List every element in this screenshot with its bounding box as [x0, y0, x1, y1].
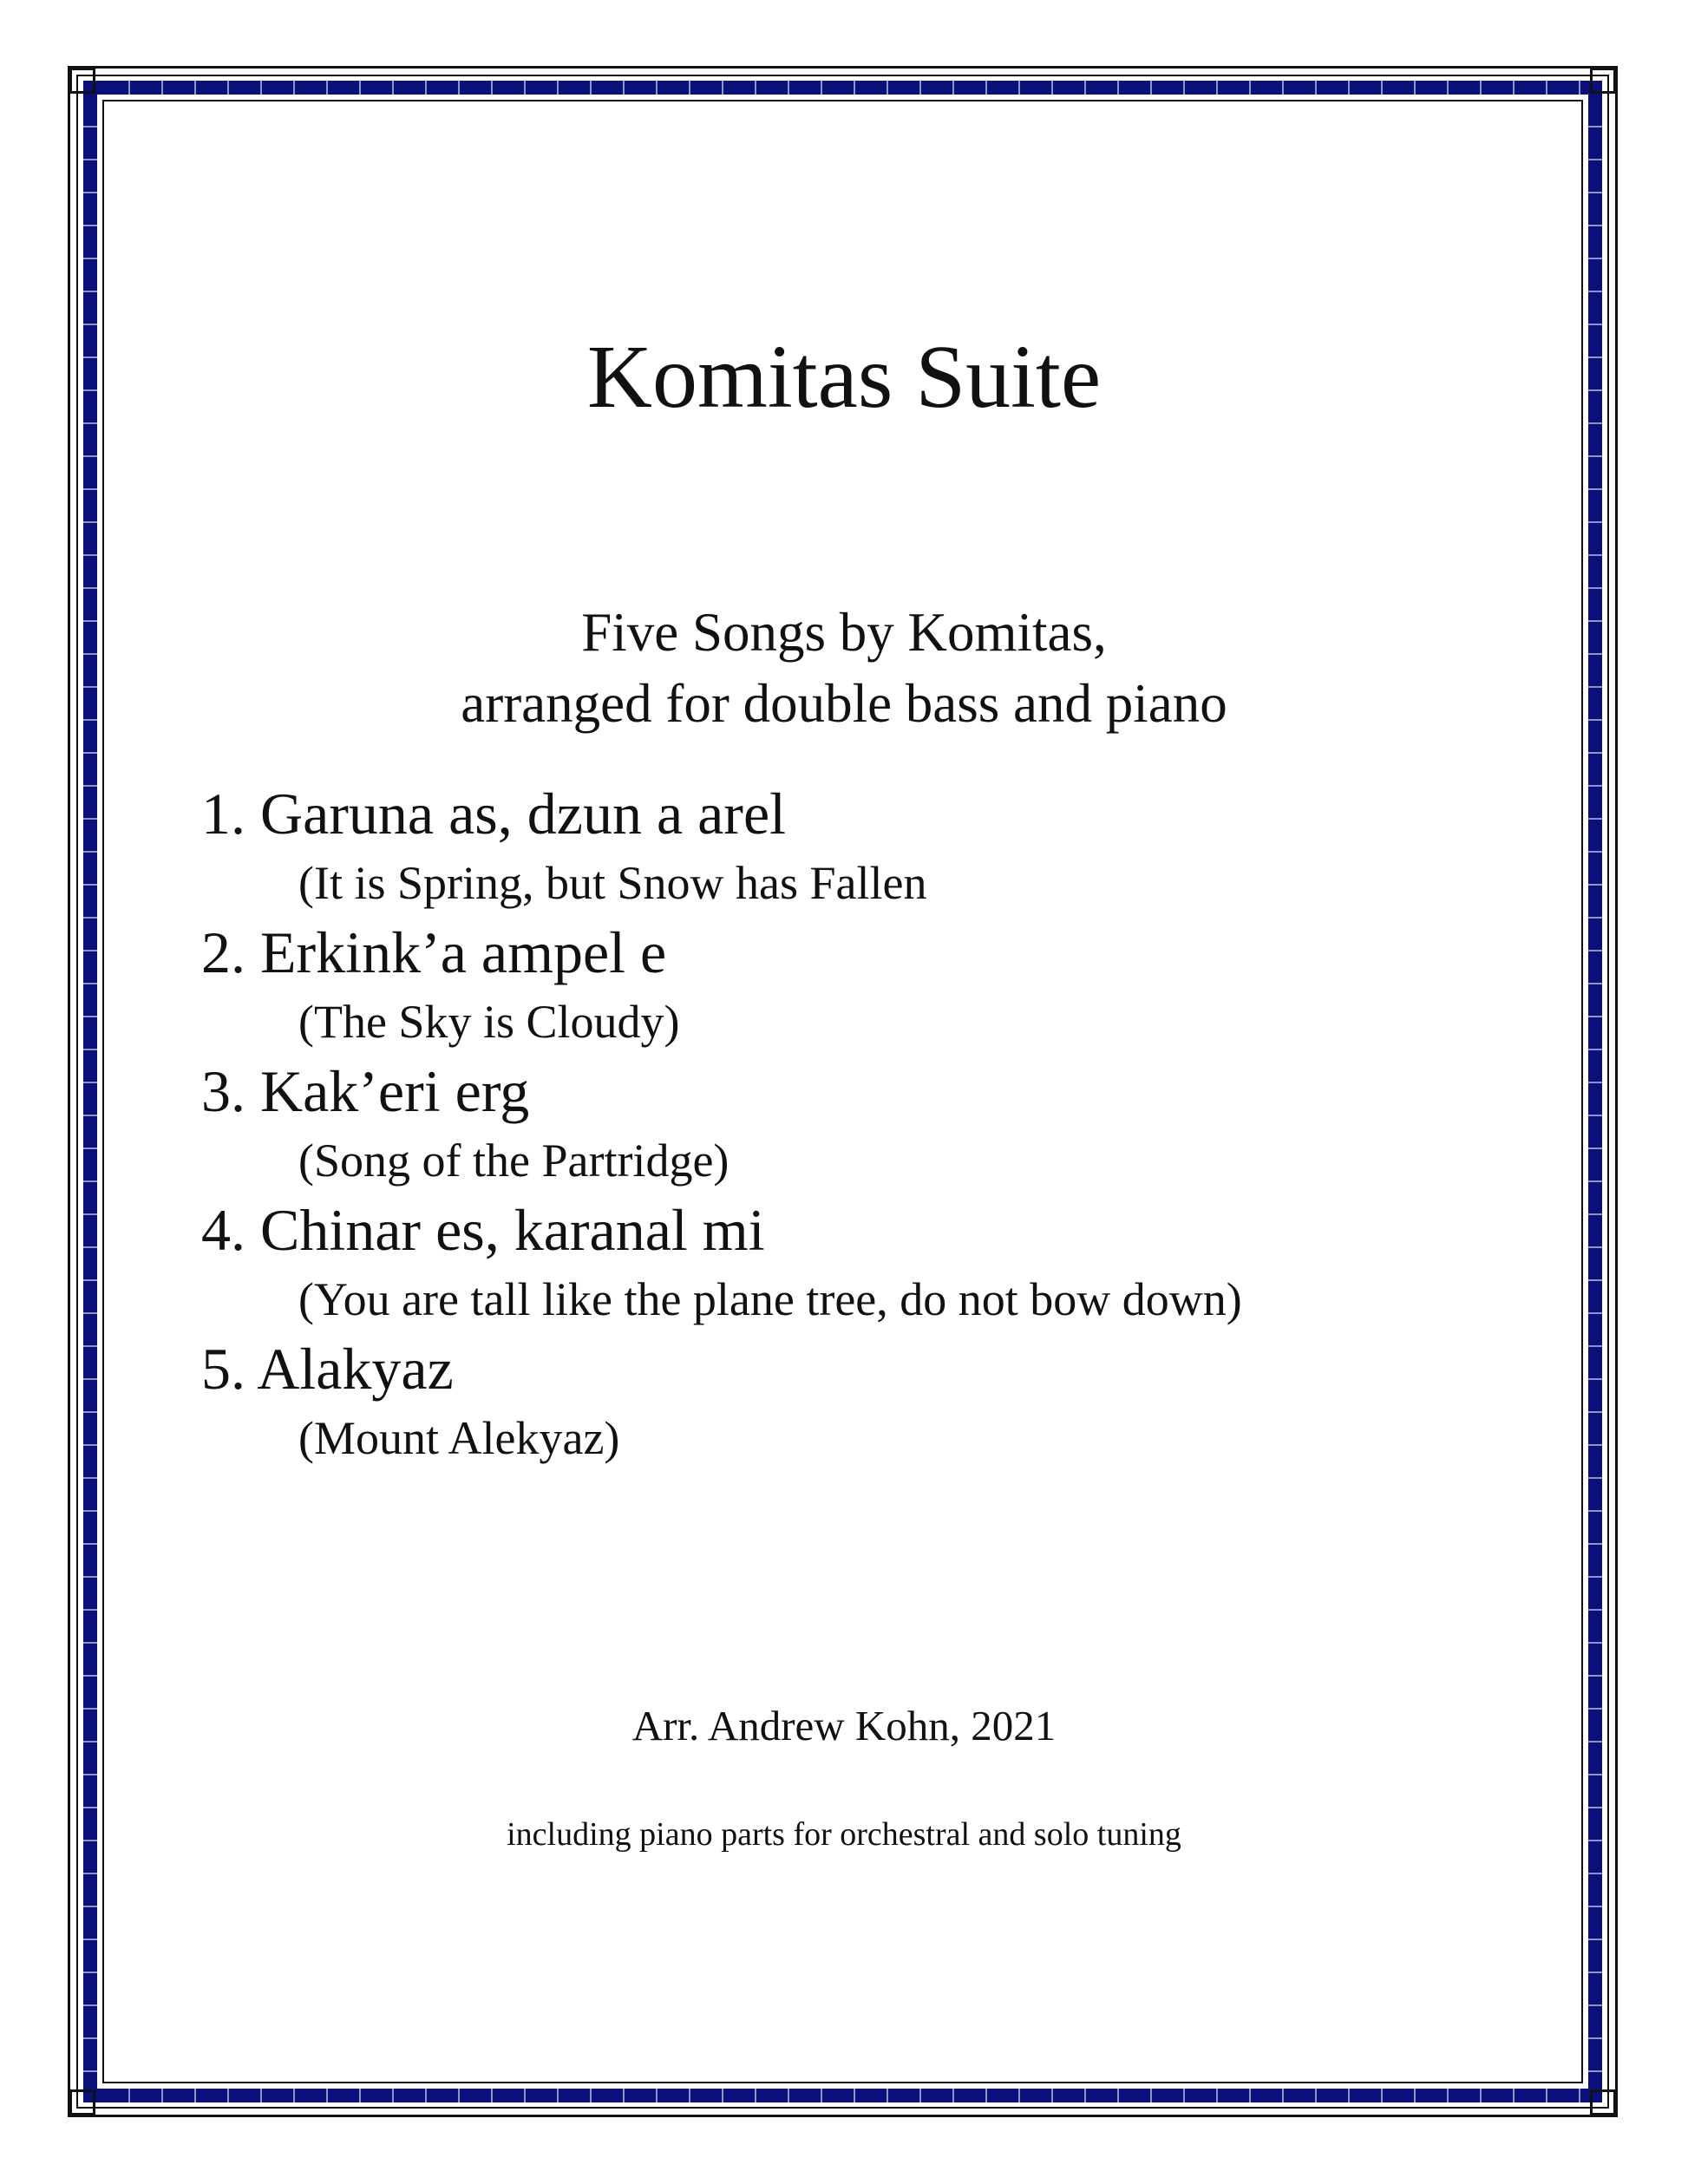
subtitle	[0, 597, 1688, 739]
song-translation: (It is Spring, but Snow has Fallen	[298, 857, 927, 909]
page-border-band-pattern-bottom	[97, 2089, 1588, 2102]
song-title: 4. Chinar es, karanal mi	[201, 1197, 765, 1263]
song-translation: (Song of the Partridge)	[298, 1135, 730, 1187]
border-corner-bottom-right	[1590, 2089, 1616, 2115]
song-translation: (Mount Alekyaz)	[298, 1412, 620, 1464]
song-item	[201, 779, 1502, 918]
song-translation: (You are tall like the plane tree, do not bow down)	[298, 1273, 1242, 1325]
song-list	[201, 779, 1502, 1473]
page-title: Komitas Suite	[586, 327, 1102, 427]
song-item	[201, 1195, 1502, 1334]
song-item	[201, 1334, 1502, 1473]
edition-note: including piano parts for orchestral and solo tuning	[507, 1816, 1181, 1853]
subtitle-line-2: arranged for double bass and piano	[461, 673, 1227, 734]
song-item	[201, 1056, 1502, 1195]
song-title: 2. Erkink’a ampel e	[201, 919, 667, 985]
page-border-band-pattern-top	[97, 81, 1588, 95]
song-title: 1. Garuna as, dzun a arel	[201, 781, 787, 847]
song-title: 3. Kak’eri erg	[201, 1058, 530, 1124]
border-corner-bottom-left	[69, 2089, 95, 2115]
border-corner-top-left	[69, 68, 95, 94]
border-corner-top-right	[1590, 68, 1616, 94]
song-title: 5. Alakyaz	[201, 1336, 454, 1402]
arranger-credit: Arr. Andrew Kohn, 2021	[631, 1702, 1057, 1749]
song-item	[201, 918, 1502, 1056]
song-translation: (The Sky is Cloudy)	[298, 996, 680, 1048]
subtitle-line-1: Five Songs by Komitas,	[581, 602, 1107, 663]
